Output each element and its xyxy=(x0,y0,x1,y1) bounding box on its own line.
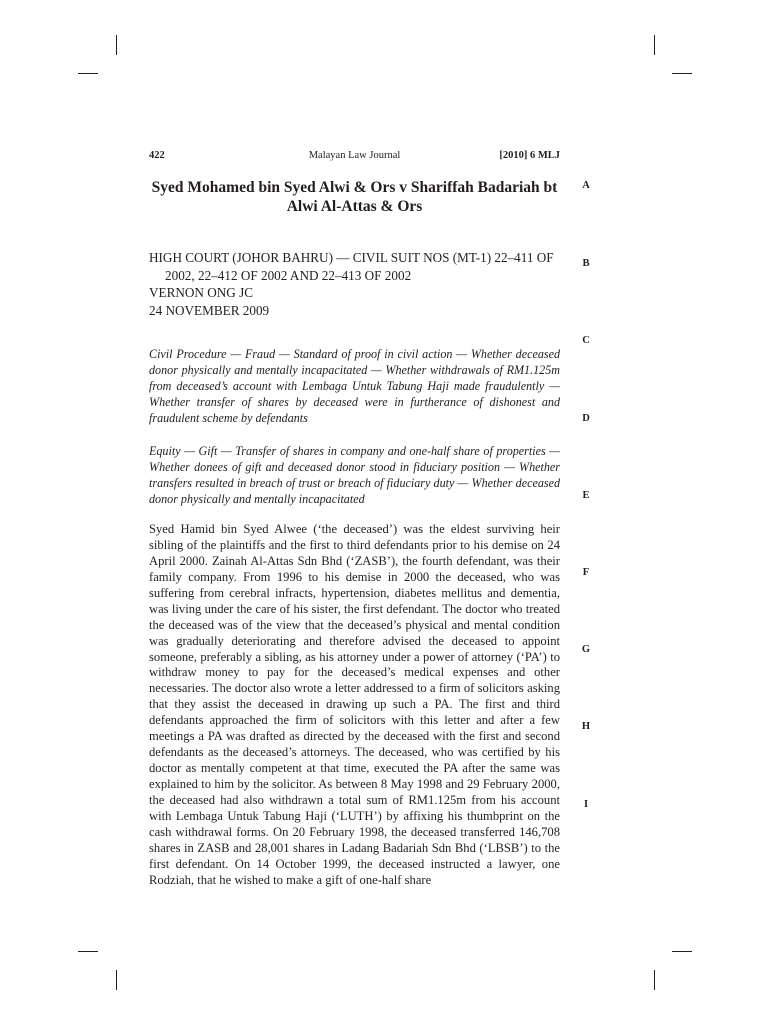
crop-mark-top-left-vertical xyxy=(116,35,117,55)
crop-mark-bottom-right-vertical xyxy=(654,970,655,990)
margin-letter-f: F xyxy=(582,567,590,578)
headnote-text: Syed Hamid bin Syed Alwee (‘the deceased’) was the eldest surviving heir sibling of the plaintiffs and the first to third defendants prior to his demise on 24 April 2000. Zainah Al-Attas Sdn Bhd (‘ZASB’), the fourth defendant, was their family company. From 1996 to his demise in 2000 the deceased, who was suffering from cerebral infracts, hypertension, diabetes mellitus and dementia, was living under the care of his sister, the first defendant. The doctor who treated the deceased was of the view that the deceased’s physical and mental condition was gradually deteriorating and therefore advised the deceased to appoint someone, preferably a sibling, as his attorney under a power of attorney (‘PA’) to withdraw money to pay for the deceased’s medical expenses and other necessaries. The doctor also wrote a letter addressed to a firm of solicitors asking that they assist the deceased in drawing up such a PA. The first and third defendants approached the firm of solicitors with this letter and after a few meetings a PA was drafted as directed by the deceased with the first and second defendants as the deceased’s attorneys. The deceased, who was certified by his doctor as mentally competent at that time, executed the PA after the same was explained to him by the solicitor. As between 8 May 1998 and 29 February 2000, the deceased had also withdrawn a total sum of RM1.125m from his account with Lembaga Untuk Tabung Haji (‘LUTH’) by affixing his thumbprint on the cash withdrawal forms. On 20 February 1998, the deceased transferred 146,708 shares in ZASB and 28,001 shares in Ladang Badariah Sdn Bhd (‘LBSB’) to the first defendant. On 14 October 1999, the deceased instructed a lawyer, one Rodziah, that he wished to make a gift of one-half share xyxy=(149,522,560,887)
catchword-equity: Equity — Gift — Transfer of shares in company and one-half share of properties — Whether donees of gift and deceased donor stood in fiduciary position — Whether transfers resulted in breach of trust or breach of fiduciary duty — Whether deceased donor physically and mentally incapacitated xyxy=(149,444,560,506)
margin-letter-e: E xyxy=(582,490,590,501)
case-title: Syed Mohamed bin Syed Alwi & Ors v Shariffah Badariah bt Alwi Al-Attas & Ors xyxy=(151,179,558,215)
journal-citation: [2010] 6 MLJ xyxy=(499,150,560,161)
crop-mark-bottom-left-horizontal xyxy=(78,951,98,952)
judgment-date: 24 NOVEMBER 2009 xyxy=(149,302,270,318)
margin-letter-g: G xyxy=(581,644,591,655)
catchword-civil-procedure: Civil Procedure — Fraud — Standard of proof in civil action — Whether deceased donor physically and mentally incapacitated — Whether withdrawals of RM1.125m from deceased’s account with Lembaga Untuk Tabung Haji made fraudulently — Whether transfer of shares by deceased were in furtherance of dishonest and fraudulent scheme by defendants xyxy=(149,347,560,425)
margin-letter-a: A xyxy=(582,180,590,191)
page-number: 422 xyxy=(149,150,165,161)
journal-name: Malayan Law Journal xyxy=(308,150,401,161)
crop-mark-top-right-horizontal xyxy=(672,73,692,74)
margin-letter-c: C xyxy=(582,335,590,346)
crop-mark-bottom-right-horizontal xyxy=(672,951,692,952)
margin-letter-h: H xyxy=(581,721,591,732)
margin-letter-i: I xyxy=(583,799,589,810)
crop-mark-top-right-vertical xyxy=(654,35,655,55)
margin-letter-d: D xyxy=(582,413,590,424)
court-and-suit-numbers: HIGH COURT (JOHOR BAHRU) — CIVIL SUIT NOS (MT-1) 22–411 OF 2002, 22–412 OF 2002 AND 22–413 OF 2002 xyxy=(149,250,554,283)
margin-letter-b: B xyxy=(582,258,590,269)
crop-mark-bottom-left-vertical xyxy=(116,970,117,990)
running-header xyxy=(149,150,560,164)
court-details xyxy=(149,249,560,319)
judge-name: VERNON ONG JC xyxy=(149,285,254,300)
crop-mark-top-left-horizontal xyxy=(78,73,98,74)
